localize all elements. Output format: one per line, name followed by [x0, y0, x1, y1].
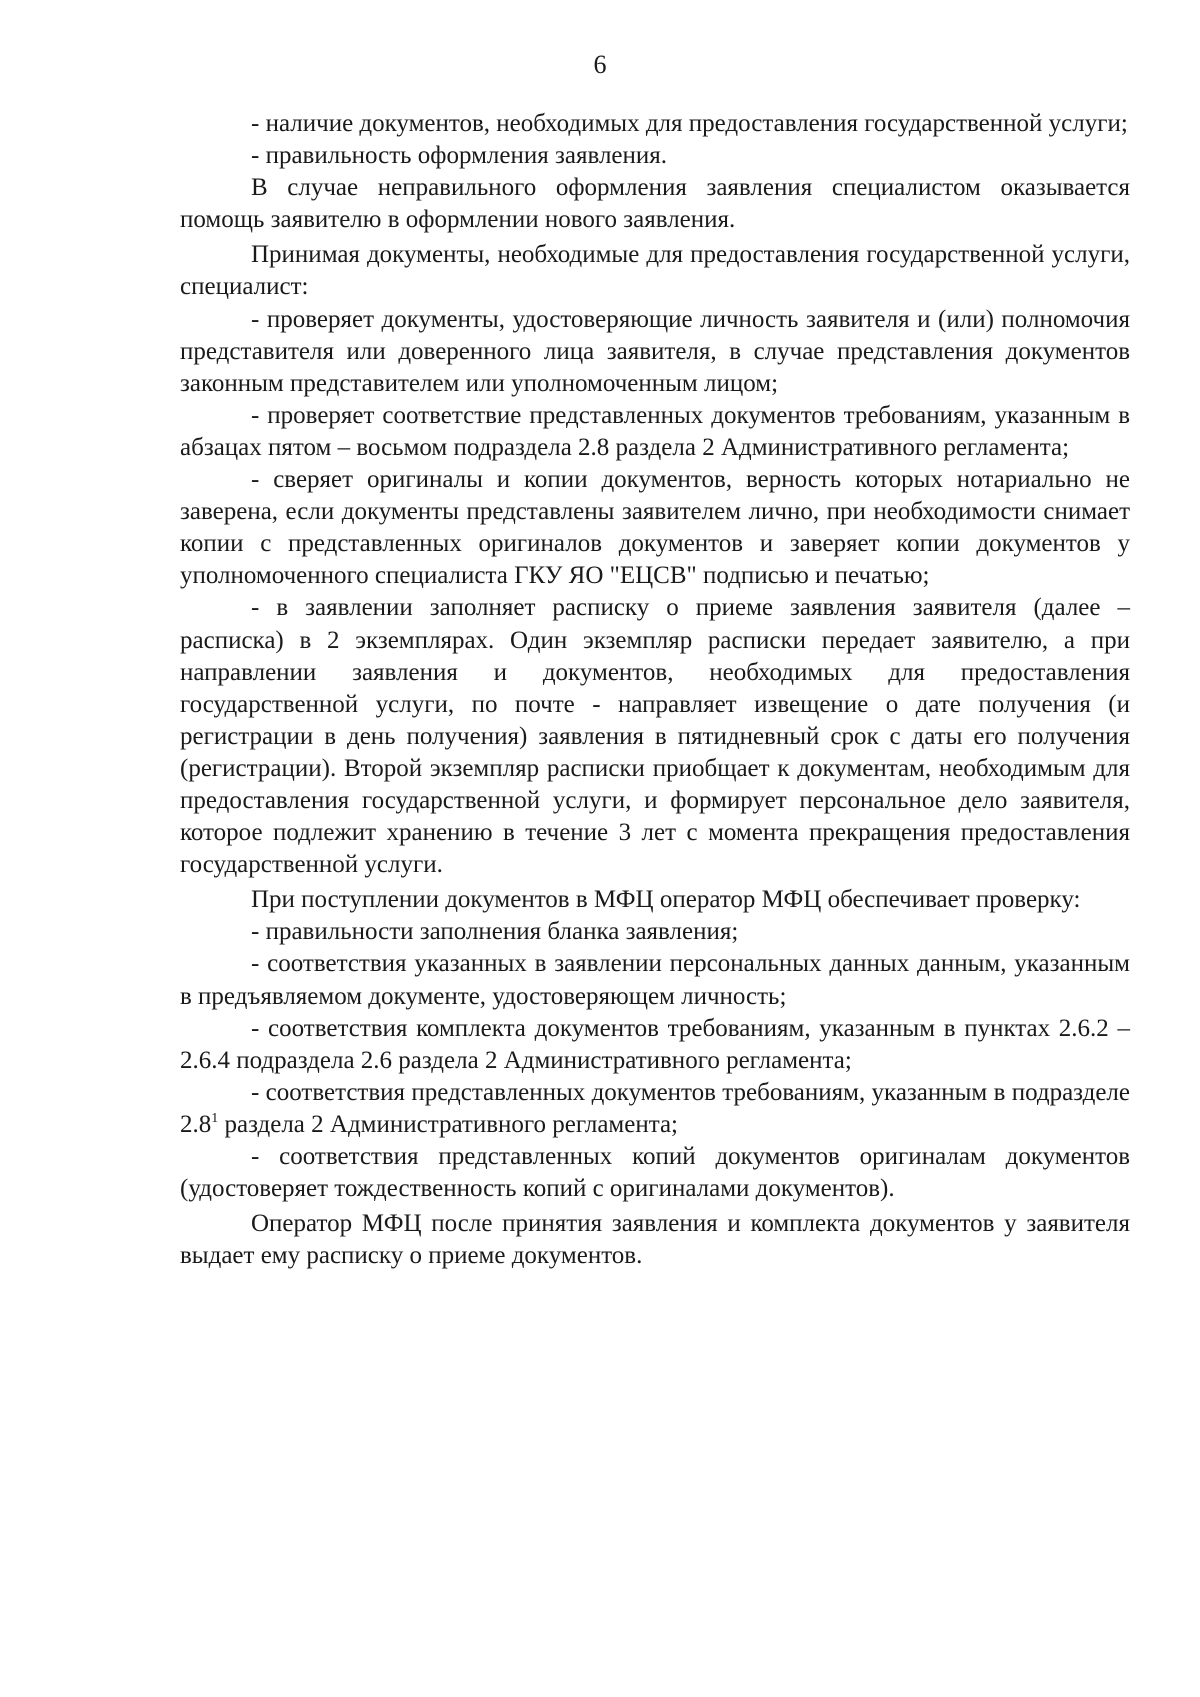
document-body	[180, 108, 1130, 1272]
paragraph: - проверяет соответствие представленных документов требованиям, указанным в абзацах пятом – восьмом подраздела 2.8 раздела 2 Административного регламента;	[180, 401, 1130, 461]
paragraph: - правильность оформления заявления.	[251, 142, 668, 170]
paragraph-text: раздела 2 Административного регламента;	[218, 1110, 679, 1138]
paragraph: Оператор МФЦ после принятия заявления и комплекта документов у заявителя выдает ему расписку о приеме документов.	[180, 1210, 1130, 1270]
paragraph-text: - соответствия представленных документов требованиям, указанным в подразделе 2.8	[180, 1078, 1130, 1138]
paragraph: В случае неправильного оформления заявления специалистом оказывается помощь заявителю в оформлении нового заявления.	[180, 174, 1130, 234]
paragraph: - проверяет документы, удостоверяющие личность заявителя и (или) полномочия представителя или доверенного лица заявителя, в случае представления документов законным представителем или уполномоченным лицом;	[180, 305, 1130, 397]
paragraph: Принимая документы, необходимые для предоставления государственной услуги, специалист:	[180, 241, 1130, 301]
superscript: 1	[211, 1110, 219, 1126]
page-number: 6	[593, 50, 607, 79]
paragraph: - соответствия указанных в заявлении персональных данных данным, указанным в предъявляемом документе, удостоверяющем личность;	[180, 950, 1130, 1010]
paragraph	[180, 1077, 1130, 1141]
paragraph: - соответствия комплекта документов требованиям, указанным в пунктах 2.6.2 – 2.6.4 подраздела 2.6 раздела 2 Административного регламента;	[180, 1014, 1130, 1074]
paragraph: - в заявлении заполняет расписку о приеме заявления заявителя (далее – расписка) в 2 экземплярах. Один экземпляр расписки передает заявителю, а при направлении заявления и документов, необходимых для предоставления государственной услуги, по почте - направляет извещение о дате получения (и регистрации в день получения) заявления в пятидневный срок с даты его получения (регистрации). Второй экземпляр расписки приобщает к документам, необходимым для предоставления государственной услуги, и формирует персональное дело заявителя, которое подлежит хранению в течение 3 лет с момента прекращения предоставления государственной услуги.	[180, 594, 1130, 879]
paragraph: - наличие документов, необходимых для предоставления государственной услуги;	[251, 110, 1128, 137]
paragraph: При поступлении документов в МФЦ оператор МФЦ обеспечивает проверку:	[251, 886, 1081, 914]
paragraph: - сверяет оригиналы и копии документов, верность которых нотариально не заверена, если документы представлены заявителем лично, при необходимости снимает копии с представленных оригиналов документов и заверяет копии документов у уполномоченного специалиста ГКУ ЯО "ЕЦСВ" подписью и печатью;	[180, 466, 1130, 590]
paragraph: - правильности заполнения бланка заявления;	[251, 918, 739, 946]
paragraph: - соответствия представленных копий документов оригиналам документов (удостоверяет тождественность копий с оригиналами документов).	[180, 1143, 1130, 1203]
